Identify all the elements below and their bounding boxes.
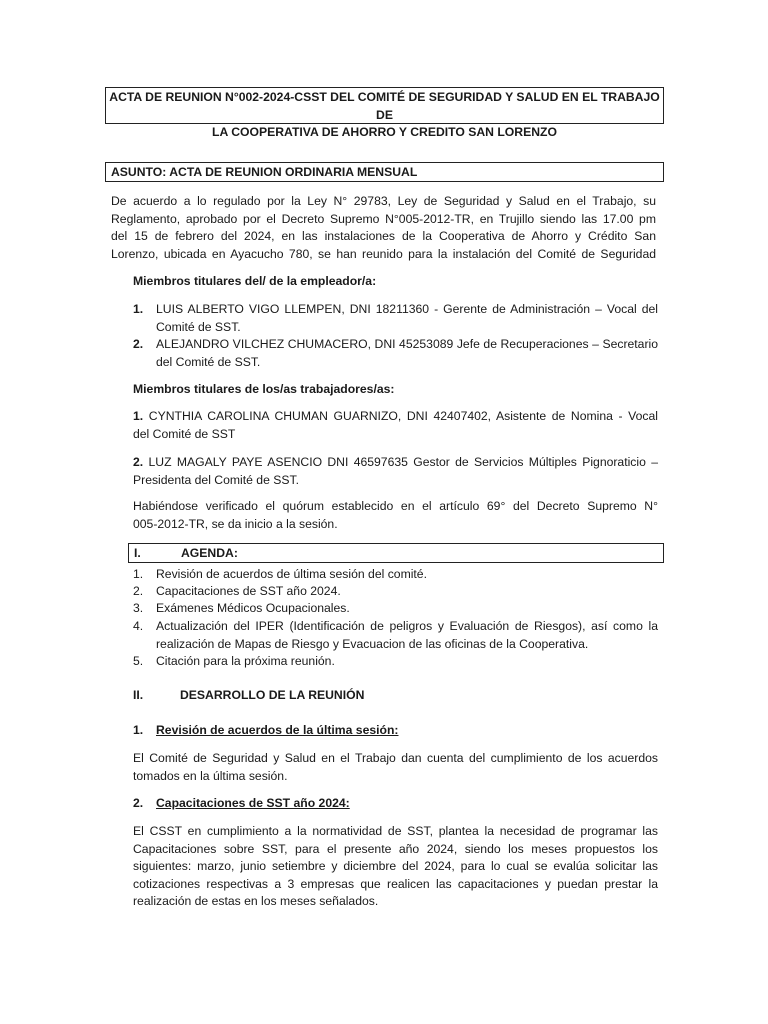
intro-line-4: Lorenzo, ubicada en Ayacucho 780, se han reunido para la instalación del Comité de Seguridad: [111, 246, 656, 261]
section-number: 1.: [133, 723, 144, 737]
agenda-item-text: Capacitaciones de SST año 2024.: [156, 584, 341, 598]
title-line-2: LA COOPERATIVA DE AHORRO Y CREDITO SAN LORENZO: [212, 125, 557, 139]
quorum-line-1: Habiéndose verificado el quórum establecido en el artículo 69° del Decreto Supremo N°: [133, 499, 658, 513]
list-number: 1.: [133, 302, 144, 316]
section-label: AGENDA:: [181, 546, 238, 560]
list-item: [133, 408, 658, 443]
list-number: 2.: [133, 455, 144, 469]
agenda-item-text: Citación para la próxima reunión.: [156, 654, 335, 668]
agenda-item-text: Exámenes Médicos Ocupacionales.: [156, 601, 350, 615]
agenda-item: [133, 583, 658, 601]
list-item: [133, 336, 658, 372]
sec1-heading: Revisión de acuerdos de la última sesión:: [156, 723, 399, 737]
intro-line-1: De acuerdo a lo regulado por la Ley N° 29783, Ley de Seguridad y Salud en el Trabajo, su: [111, 194, 656, 208]
list-item-line: Comité de SST.: [156, 319, 241, 334]
list-item-line: CYNTHIA CAROLINA CHUMAN GUARNIZO, DNI 42407402, Asistente de Nomina - Vocal: [143, 409, 658, 423]
asunto-heading: ASUNTO: ACTA DE REUNION ORDINARIA MENSUAL: [105, 162, 664, 182]
title-line-1: ACTA DE REUNION N°002-2024-CSST DEL COMITÉ DE SEGURIDAD Y SALUD EN EL TRABAJO DE: [109, 90, 660, 122]
section-number: II.: [133, 688, 144, 702]
sec2-line-4: cotizaciones respectivas a 3 empresas que realicen las capacitaciones y puedan prestar la: [133, 876, 658, 891]
sec2-heading: Capacitaciones de SST año 2024:: [156, 796, 350, 810]
agenda-item-text: Revisión de acuerdos de última sesión del comité.: [156, 567, 427, 581]
list-number: 5.: [133, 654, 144, 668]
list-item-line: Presidenta del Comité de SST.: [133, 472, 299, 487]
list-item-line: ALEJANDRO VILCHEZ CHUMACERO, DNI 45253089 Jefe de Recuperaciones – Secretario: [156, 337, 658, 351]
intro-paragraph: [111, 193, 656, 263]
list-item: [133, 454, 658, 489]
sec2-paragraph: [133, 823, 658, 911]
empleador-heading: Miembros titulares del/ de la empleador/a:: [133, 274, 377, 288]
sec1-paragraph: [133, 750, 658, 785]
intro-line-3: del 15 de febrero del 2024, en las instalaciones de la Cooperativa de Ahorro y Crédito San: [111, 229, 656, 243]
sec2-line-5: realización de estas en los meses señalados.: [133, 894, 379, 908]
section-number: I.: [134, 546, 141, 560]
list-number: 1.: [133, 409, 144, 423]
agenda-heading: [128, 543, 664, 563]
list-item-line: LUIS ALBERTO VIGO LLEMPEN, DNI 18211360 - Gerente de Administración – Vocal del: [156, 302, 658, 316]
list-item-line: del Comité de SST.: [156, 354, 261, 369]
agenda-item-text: Actualización del IPER (Identificación de peligros y Evaluación de Riesgos), así como la: [156, 619, 658, 633]
agenda-item: [133, 600, 658, 618]
sec2-line-1: El CSST en cumplimiento a la normatividad de SST, plantea la necesidad de programar las: [133, 824, 658, 838]
list-item-line: del Comité de SST: [133, 426, 236, 441]
list-number: 2.: [133, 337, 144, 351]
agenda-item: [133, 653, 658, 671]
desarrollo-heading: DESARROLLO DE LA REUNIÓN: [180, 688, 365, 702]
trabajadores-heading: Miembros titulares de los/as trabajadores/as:: [133, 382, 395, 396]
sec1-line-2: tomados en la última sesión.: [133, 768, 288, 783]
agenda-item: [133, 618, 658, 654]
document-title: [105, 87, 664, 139]
sec1-line-1: El Comité de Seguridad y Salud en el Trabajo dan cuenta del cumplimiento de los acuerdos: [133, 751, 658, 765]
agenda-item: [133, 566, 658, 584]
agenda-item-text: realización de Mapas de Riesgo y Evacuacion de las oficinas de la Cooperativa.: [156, 636, 589, 651]
intro-line-2: Reglamento, aprobado por el Decreto Supremo N°005-2012-TR, en Trujillo siendo las 17.00 pm: [111, 211, 656, 226]
list-number: 4.: [133, 619, 144, 633]
section-number: 2.: [133, 796, 144, 810]
quorum-line-2: 005-2012-TR, se da inicio a la sesión.: [133, 516, 338, 531]
list-number: 1.: [133, 567, 144, 581]
sec2-line-2: Capacitaciones sobre SST, para el presente año 2024, siendo los meses propuestos los: [133, 841, 658, 856]
list-item: [133, 301, 658, 337]
quorum-paragraph: [133, 498, 658, 533]
list-item-line: LUZ MAGALY PAYE ASENCIO DNI 46597635 Gestor de Servicios Múltiples Pignoraticio –: [143, 455, 658, 469]
sec2-line-3: siguientes: marzo, junio setiembre y diciembre del 2024, para lo cual se evalúa solicitar las: [133, 859, 658, 873]
list-number: 3.: [133, 601, 144, 615]
list-number: 2.: [133, 584, 144, 598]
